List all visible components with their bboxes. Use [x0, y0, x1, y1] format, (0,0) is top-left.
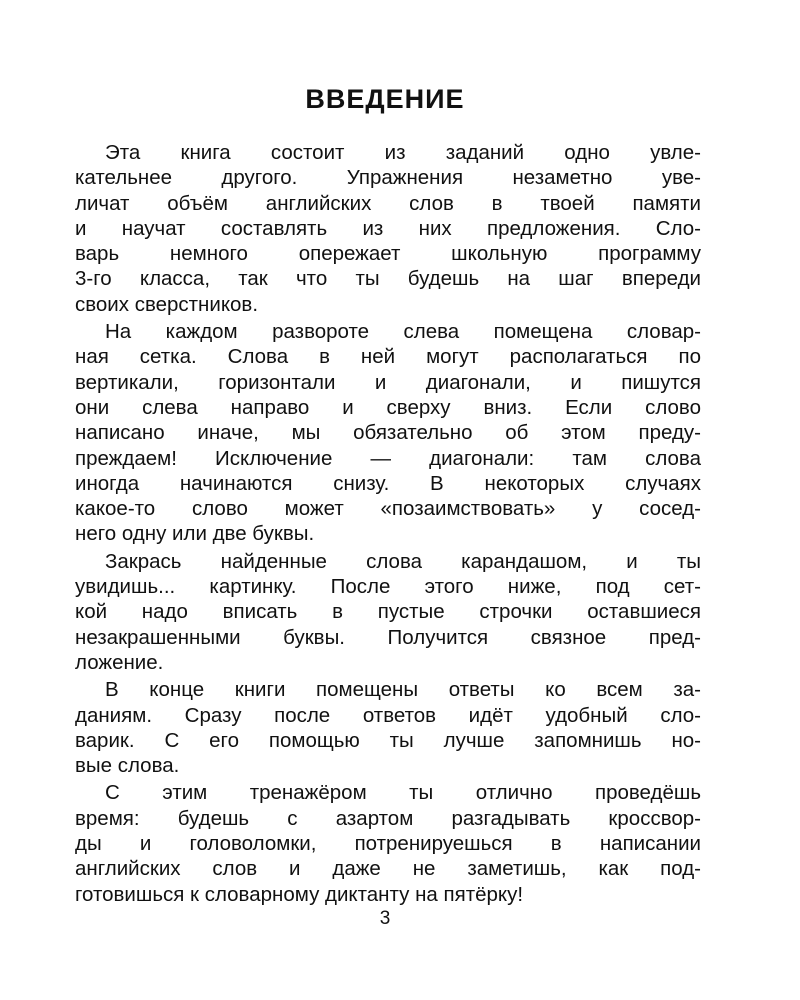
text-line: преждаем! Исключение — диагонали: там слова [75, 446, 701, 470]
text-line: время: будешь с азартом разгадывать кроссвор- [75, 806, 701, 830]
text-line: него одну или две буквы. [75, 522, 315, 546]
text-line: ложение. [75, 650, 164, 674]
intro-text [75, 140, 701, 909]
text-line: и научат составлять из них предложения. Сло- [75, 216, 701, 240]
text-line: 3-го класса, так что ты будешь на шаг впереди [75, 267, 701, 291]
paragraph [75, 780, 701, 906]
text-line: В конце книги помещены ответы ко всем за- [105, 678, 701, 702]
text-line: английских слов и даже не заметишь, как под- [75, 857, 701, 881]
text-line: какое-то слово может «позаимствовать» у сосед- [75, 497, 701, 521]
text-line: кательнее другого. Упражнения незаметно уве- [75, 166, 701, 190]
text-line: варь немного опережает школьную программу [75, 242, 701, 266]
page-title: ВВЕДЕНИЕ [305, 84, 465, 114]
text-line: своих сверстников. [75, 292, 259, 316]
text-line: готовишься к словарному диктанту на пятёрку! [75, 882, 524, 906]
paragraph [75, 319, 701, 547]
text-line: написано иначе, мы обязательно об этом преду- [75, 421, 701, 445]
text-line: ная сетка. Слова в ней могут располагаться по [75, 345, 701, 369]
text-line: Эта книга состоит из заданий одно увле- [105, 141, 701, 164]
text-line: вые слова. [75, 754, 180, 778]
paragraph [75, 549, 701, 675]
text-line: иногда начинаются снизу. В некоторых случаях [75, 471, 701, 495]
page-number: 3 [379, 908, 391, 929]
text-line: Закрась найденные слова карандашом, и ты [105, 549, 701, 573]
text-line: вертикали, горизонтали и диагонали, и пишутся [75, 370, 701, 394]
paragraph [75, 677, 701, 778]
text-line: личат объём английских слов в твоей памяти [75, 191, 701, 215]
text-line: варик. С его помощью ты лучше запомнишь но- [75, 728, 701, 752]
text-line: На каждом развороте слева помещена словар- [105, 320, 701, 344]
text-line: кой надо вписать в пустые строчки оставшиеся [75, 600, 701, 624]
text-line: ды и головоломки, потренируешься в написании [75, 832, 701, 856]
text-line: С этим тренажёром ты отлично проведёшь [105, 781, 701, 805]
paragraph [75, 140, 701, 317]
text-line: увидишь... картинку. После этого ниже, под сет- [75, 575, 701, 599]
text-line: они слева направо и сверху вниз. Если слово [75, 395, 701, 419]
text-line: незакрашенными буквы. Получится связное пред- [75, 625, 701, 649]
text-line: даниям. Сразу после ответов идёт удобный сло- [75, 703, 701, 727]
